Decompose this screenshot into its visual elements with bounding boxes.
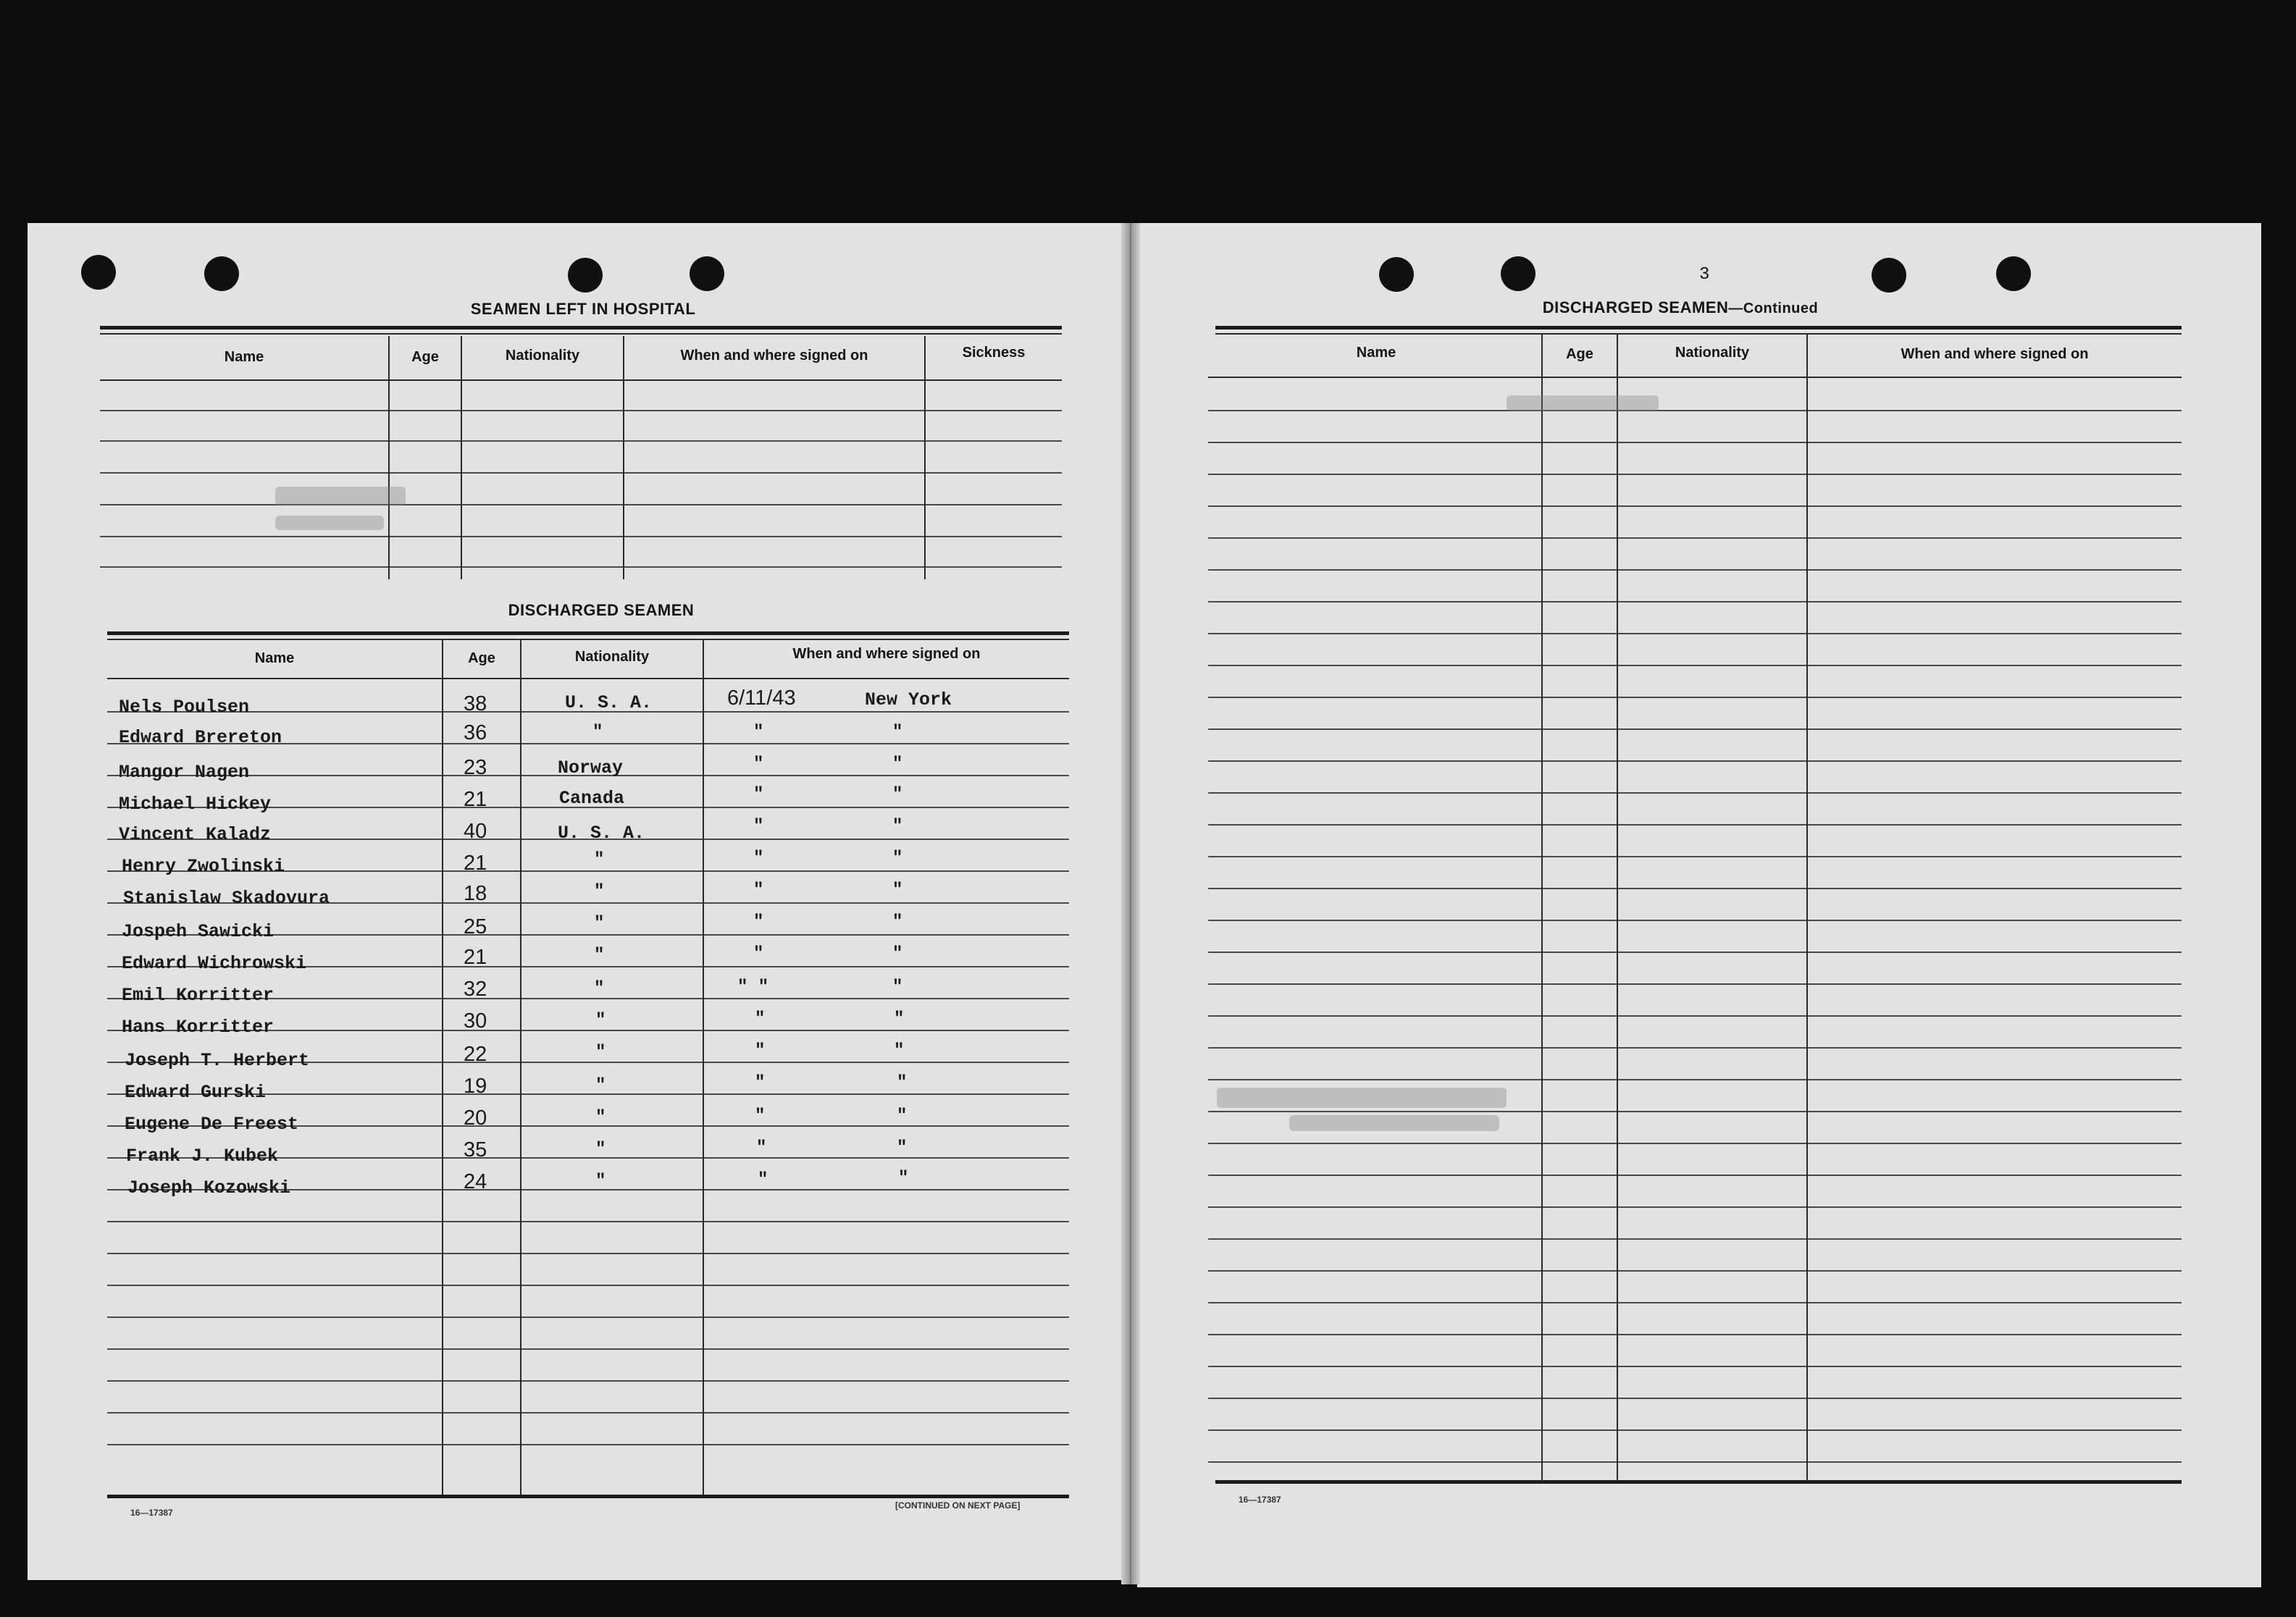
continued-header-signed-on: When and where signed on [1901, 346, 2089, 362]
punch-hole [1501, 256, 1535, 291]
continued-col-divider [1806, 335, 1808, 1482]
nationality-ditto: " [594, 946, 605, 965]
seaman-nationality: Norway [558, 757, 624, 778]
seaman-age: 24 [464, 1170, 487, 1193]
seaman-age: 20 [464, 1106, 487, 1130]
date-ditto: " [753, 944, 764, 964]
date-ditto: " [755, 1041, 766, 1061]
discharged-row-rule [107, 1221, 1069, 1222]
continued-row-rule [1208, 1366, 2182, 1367]
continued-header-rule [1208, 377, 2182, 378]
punch-hole [81, 255, 116, 290]
discharged-header-name: Name [254, 650, 295, 666]
signed-on-date: 6/11/43 [727, 686, 796, 710]
continued-row-rule [1208, 1334, 2182, 1335]
hospital-row-rule [100, 472, 1062, 474]
discharged-row-rule [107, 1444, 1069, 1445]
hospital-top-rule [100, 326, 1062, 329]
place-ditto: " [894, 1009, 905, 1029]
continued-row-rule [1208, 920, 2182, 921]
continued-row-rule [1208, 1079, 2182, 1080]
date-ditto: " [753, 723, 764, 742]
date-ditto: " [753, 785, 764, 805]
seaman-nationality: U. S. A. [558, 823, 645, 844]
continued-row-rule [1208, 1111, 2182, 1112]
discharged-top-rule-2 [107, 639, 1069, 640]
place-ditto: " [892, 978, 903, 997]
discharged-title: DISCHARGED SEAMEN [508, 601, 695, 619]
seaman-name: Vincent Kaladz [119, 824, 272, 845]
continued-title-main: DISCHARGED SEAMEN [1542, 298, 1729, 316]
continued-row-rule [1208, 474, 2182, 475]
seaman-age: 19 [464, 1075, 487, 1098]
seaman-name: Edward Wichrowski [122, 953, 307, 974]
hospital-header-signed-on: When and where signed on [680, 348, 868, 364]
hospital-col-divider [924, 336, 926, 579]
seaman-age: 35 [464, 1138, 487, 1162]
continued-row-rule [1208, 1175, 2182, 1176]
bleed-through-marks [275, 487, 406, 505]
hospital-row-rule [100, 504, 1062, 505]
form-number-right: 16—17387 [1239, 1495, 1281, 1505]
hospital-header-sickness: Sickness [962, 345, 1026, 361]
continued-row-rule [1208, 856, 2182, 857]
place-ditto: " [892, 912, 903, 932]
seaman-age: 38 [464, 692, 487, 715]
continued-row-rule [1208, 410, 2182, 411]
seaman-age: 32 [464, 978, 487, 1001]
discharged-col-divider [703, 640, 704, 1495]
continued-row-rule [1208, 952, 2182, 953]
discharged-row-rule [107, 1348, 1069, 1350]
seaman-age: 22 [464, 1043, 487, 1066]
continued-row-rule [1208, 1206, 2182, 1208]
bleed-through-marks [275, 516, 384, 530]
continued-row-rule [1208, 633, 2182, 634]
discharged-top-rule [107, 631, 1069, 635]
continued-row-rule [1208, 792, 2182, 794]
hospital-header-name: Name [224, 349, 264, 365]
seaman-name: Joseph Kozowski [127, 1177, 291, 1198]
seaman-name: Eugene De Freest [125, 1114, 299, 1135]
discharged-header-age: Age [468, 650, 495, 666]
seaman-name: Jospeh Sawicki [122, 921, 275, 942]
seaman-name: Joseph T. Herbert [125, 1050, 310, 1071]
seaman-name: Hans Korritter [122, 1017, 275, 1038]
nationality-ditto: " [595, 1172, 606, 1191]
continued-row-rule [1208, 1238, 2182, 1240]
continued-row-rule [1208, 1015, 2182, 1017]
place-ditto: " [892, 755, 903, 774]
date-ditto: " [753, 755, 764, 774]
continued-row-rule [1208, 728, 2182, 730]
continued-row-rule [1208, 665, 2182, 666]
seaman-name: Stanislaw Skadovura [123, 888, 330, 909]
continued-row-rule [1208, 760, 2182, 762]
place-ditto: " [892, 881, 903, 900]
continued-row-rule [1208, 442, 2182, 443]
bleed-through-marks [1289, 1115, 1499, 1131]
seaman-name: Henry Zwolinski [122, 856, 285, 877]
seaman-age: 40 [464, 820, 487, 843]
continued-row-rule [1208, 1270, 2182, 1272]
continued-header-nationality: Nationality [1675, 345, 1750, 361]
seaman-nationality: Canada [559, 788, 625, 809]
place-ditto: " [894, 1041, 905, 1061]
form-number-left: 16—17387 [130, 1508, 173, 1518]
seaman-age: 21 [464, 788, 487, 811]
continued-top-rule [1215, 326, 2182, 329]
hospital-row-rule [100, 566, 1062, 568]
seaman-name: Edward Gurski [125, 1082, 267, 1103]
continued-row-rule [1208, 697, 2182, 698]
continued-row-rule [1208, 1429, 2182, 1431]
bleed-through-marks [1507, 395, 1659, 411]
continued-row-rule [1208, 505, 2182, 507]
hospital-row-rule [100, 536, 1062, 537]
place-ditto: " [892, 944, 903, 964]
nationality-ditto: " [595, 1140, 606, 1159]
place-ditto: " [897, 1138, 908, 1158]
continued-row-rule [1208, 601, 2182, 602]
continued-header-age: Age [1566, 346, 1593, 362]
hospital-row-rule [100, 440, 1062, 442]
nationality-ditto: " [594, 914, 605, 933]
discharged-row-rule [107, 1412, 1069, 1414]
seaman-name: Nels Poulsen [119, 697, 250, 718]
place-ditto: " [897, 1106, 908, 1126]
nationality-ditto: " [595, 1043, 606, 1062]
continued-row-rule [1208, 824, 2182, 826]
continued-title [1478, 298, 1883, 317]
nationality-ditto: " [592, 723, 603, 742]
seaman-name: Edward Brereton [119, 727, 282, 748]
discharged-row-rule [107, 1285, 1069, 1286]
place-ditto: " [892, 723, 903, 742]
date-ditto: " " [737, 978, 769, 997]
hospital-header-nationality: Nationality [505, 348, 580, 364]
discharged-row-rule [107, 1253, 1069, 1254]
discharged-header-nationality: Nationality [574, 649, 650, 665]
punch-hole [1379, 257, 1414, 292]
hospital-header-age: Age [411, 349, 439, 365]
seaman-age: 21 [464, 852, 487, 875]
punch-hole [1996, 256, 2031, 291]
seaman-name: Frank J. Kubek [126, 1146, 279, 1167]
continued-row-rule [1208, 1398, 2182, 1399]
date-ditto: " [755, 1009, 766, 1029]
hospital-col-divider [388, 336, 390, 579]
punch-hole [1872, 258, 1906, 293]
continued-row-rule [1208, 1461, 2182, 1463]
discharged-bottom-rule [107, 1495, 1069, 1498]
nationality-ditto: " [594, 850, 605, 870]
signed-on-place: New York [865, 689, 952, 710]
seaman-age: 25 [464, 915, 487, 938]
continued-note: [CONTINUED ON NEXT PAGE] [895, 1500, 1021, 1511]
date-ditto: " [753, 912, 764, 932]
continued-row-rule [1208, 537, 2182, 539]
seaman-name: Emil Korritter [122, 985, 275, 1006]
punch-hole [568, 258, 603, 293]
hospital-top-rule-2 [100, 333, 1062, 335]
discharged-header-rule [107, 678, 1069, 679]
date-ditto: " [753, 849, 764, 868]
date-ditto: " [753, 881, 764, 900]
discharged-row-rule [107, 1380, 1069, 1382]
discharged-col-divider [520, 640, 521, 1495]
hospital-col-divider [623, 336, 624, 579]
hospital-col-divider [461, 336, 462, 579]
continued-top-rule-2 [1215, 333, 2182, 335]
continued-header-name: Name [1356, 345, 1396, 361]
place-ditto: " [897, 1073, 908, 1093]
continued-row-rule [1208, 1302, 2182, 1303]
hospital-title: SEAMEN LEFT IN HOSPITAL [470, 300, 696, 318]
discharged-row-rule [107, 1316, 1069, 1318]
continued-col-divider [1617, 335, 1618, 1482]
seaman-age: 23 [464, 756, 487, 779]
seaman-age: 21 [464, 946, 487, 969]
seaman-name: Mangor Nagen [119, 762, 250, 783]
page-number: 3 [1699, 265, 1710, 285]
nationality-ditto: " [594, 882, 605, 902]
nationality-ditto: " [595, 1108, 606, 1127]
seaman-name: Michael Hickey [119, 794, 272, 815]
place-ditto: " [892, 849, 903, 868]
date-ditto: " [758, 1170, 768, 1190]
date-ditto: " [756, 1138, 767, 1158]
nationality-ditto: " [595, 1076, 606, 1096]
continued-row-rule [1208, 888, 2182, 889]
seaman-age: 30 [464, 1009, 487, 1033]
continued-title-suffix: —Continued [1728, 301, 1819, 316]
page-gutter [1121, 223, 1140, 1584]
punch-hole [204, 256, 239, 291]
seaman-age: 36 [464, 721, 487, 744]
seaman-age: 18 [464, 882, 487, 905]
continued-row-rule [1208, 1047, 2182, 1049]
seaman-nationality: U. S. A. [565, 692, 653, 713]
place-ditto: " [898, 1169, 909, 1188]
place-ditto: " [892, 817, 903, 836]
continued-col-divider [1541, 335, 1543, 1482]
hospital-row-rule [100, 410, 1062, 411]
nationality-ditto: " [594, 979, 605, 999]
discharged-col-divider [442, 640, 443, 1495]
place-ditto: " [892, 785, 903, 805]
nationality-ditto: " [595, 1011, 606, 1030]
hospital-header-rule [100, 379, 1062, 381]
date-ditto: " [755, 1106, 766, 1126]
right-page [1137, 223, 2261, 1587]
continued-bottom-rule [1215, 1480, 2182, 1484]
continued-row-rule [1208, 983, 2182, 985]
discharged-header-signed-on: When and where signed on [792, 646, 981, 662]
continued-row-rule [1208, 569, 2182, 571]
punch-hole [690, 256, 724, 291]
bleed-through-marks [1217, 1088, 1507, 1108]
continued-row-rule [1208, 1143, 2182, 1144]
date-ditto: " [755, 1073, 766, 1093]
date-ditto: " [753, 817, 764, 836]
